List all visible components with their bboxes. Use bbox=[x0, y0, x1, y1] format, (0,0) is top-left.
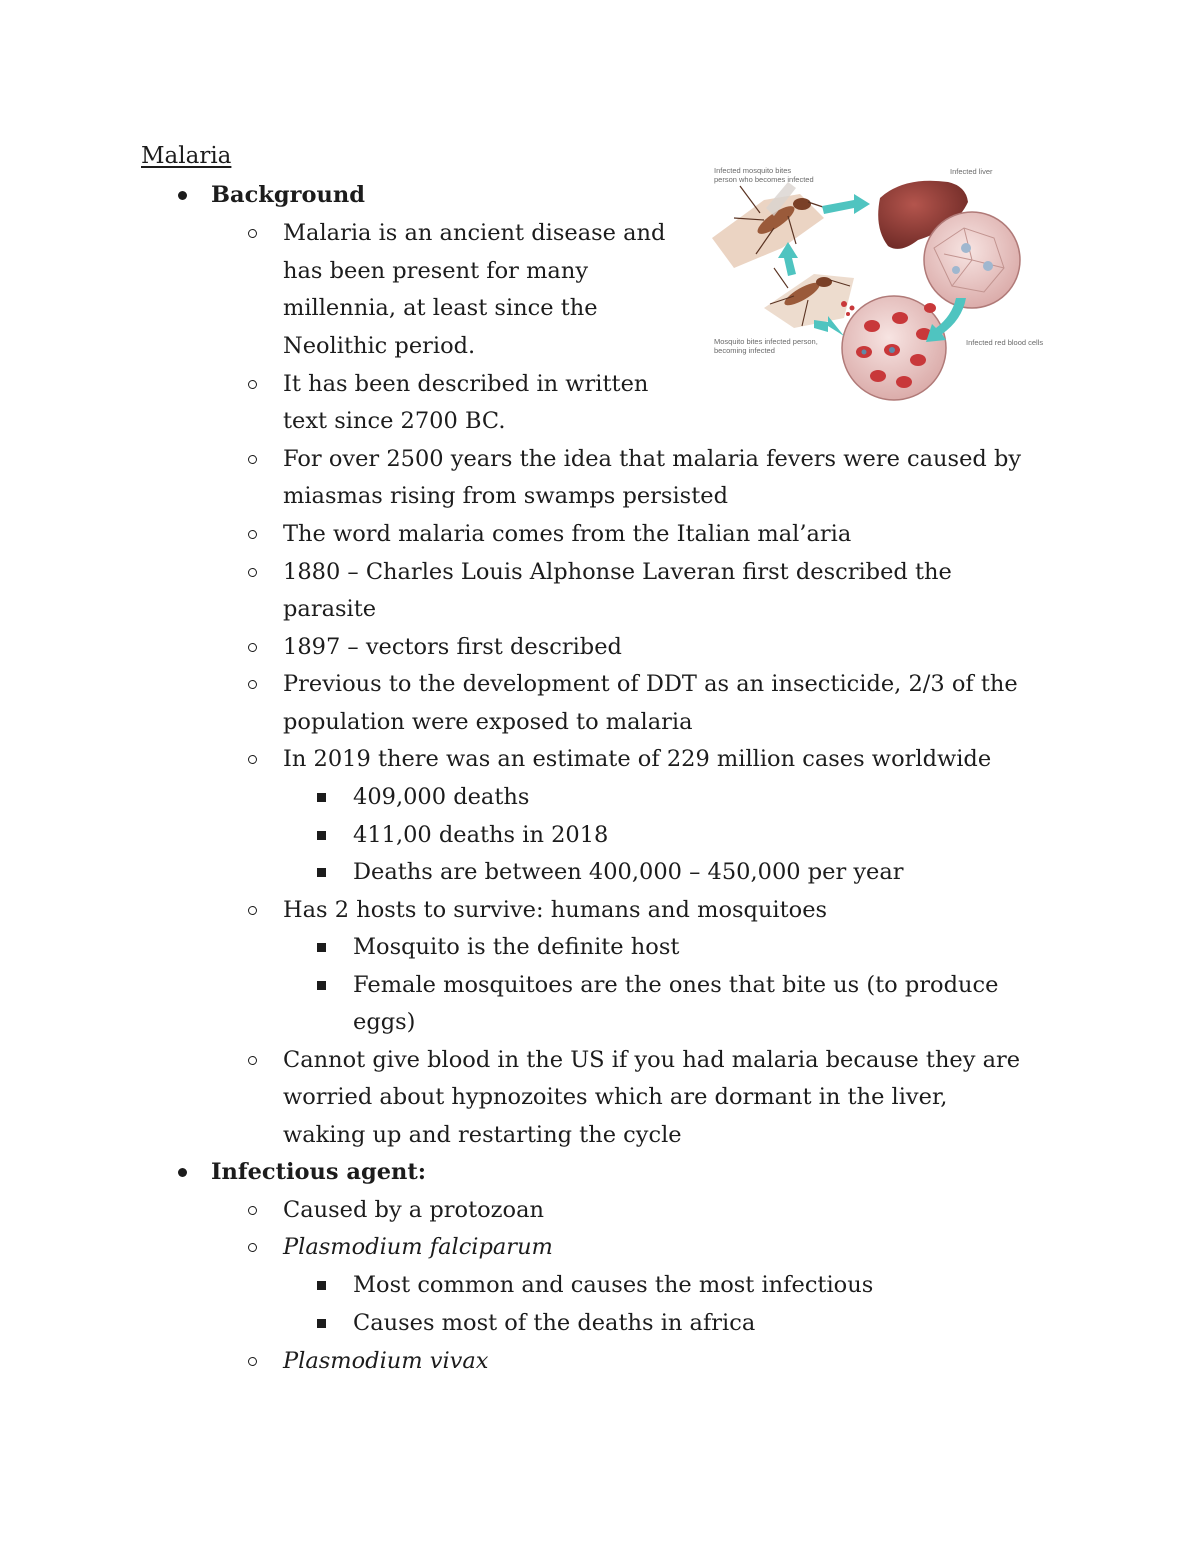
sub-item-line: 409,000 deaths bbox=[353, 784, 530, 810]
list-item-line: Previous to the development of DDT as an insecticide, 2/3 of the bbox=[283, 671, 1018, 697]
figure-label-bottom-left: Mosquito bites infected person, bbox=[714, 337, 818, 346]
bullet-square-icon bbox=[317, 932, 326, 962]
sub-item-line: eggs) bbox=[353, 1009, 416, 1035]
bullet-ring-icon bbox=[248, 895, 257, 925]
list-item-line: Plasmodium falciparum bbox=[283, 1234, 553, 1260]
section-heading: Infectious agent: bbox=[211, 1159, 427, 1185]
arrow-right-icon bbox=[822, 194, 870, 214]
bullet-square-icon bbox=[317, 820, 326, 850]
bullet-square-icon bbox=[317, 970, 326, 1000]
blood-cells-icon bbox=[842, 296, 946, 400]
bullet-ring-icon bbox=[248, 1045, 257, 1075]
figure-label-top-left: Infected mosquito bites bbox=[714, 166, 792, 175]
bullet-square-icon bbox=[317, 1270, 326, 1300]
bullet-ring-icon bbox=[248, 632, 257, 662]
list-item-line: has been present for many bbox=[283, 258, 589, 284]
document-title: Malaria bbox=[141, 143, 232, 169]
bullet-square-icon bbox=[317, 782, 326, 812]
figure-label-bottom-right: Infected red blood cells bbox=[966, 338, 1044, 347]
list-item-line: text since 2700 BC. bbox=[283, 408, 506, 434]
list-item-line: Malaria is an ancient disease and bbox=[283, 220, 666, 246]
sub-item-line: Deaths are between 400,000 – 450,000 per year bbox=[353, 859, 904, 885]
list-item-line: waking up and restarting the cycle bbox=[283, 1122, 682, 1148]
bullet-ring-icon bbox=[248, 1195, 257, 1225]
bullet-ring-icon bbox=[248, 1346, 257, 1376]
list-item-line: parasite bbox=[283, 596, 377, 622]
figure-label-top-right: Infected liver bbox=[950, 167, 993, 176]
sub-item-line: Mosquito is the definite host bbox=[353, 934, 680, 960]
bullet-ring-icon bbox=[248, 557, 257, 587]
bullet-ring-icon bbox=[248, 444, 257, 474]
list-item-line: miasmas rising from swamps persisted bbox=[283, 483, 728, 509]
sub-item-line: Female mosquitoes are the ones that bite us (to produce bbox=[353, 972, 999, 998]
list-item-line: millennia, at least since the bbox=[283, 295, 598, 321]
sub-item-line: 411,00 deaths in 2018 bbox=[353, 822, 609, 848]
mosquito-bottom-icon bbox=[764, 268, 855, 328]
bullet-dot-icon bbox=[178, 180, 187, 210]
list-item-line: Neolithic period. bbox=[283, 333, 476, 359]
bullet-ring-icon bbox=[248, 1232, 257, 1262]
list-item-line: Has 2 hosts to survive: humans and mosquitoes bbox=[283, 897, 828, 923]
mosquito-top-icon bbox=[712, 182, 832, 268]
list-item-line: The word malaria comes from the Italian mal’aria bbox=[283, 521, 852, 547]
bullet-ring-icon bbox=[248, 218, 257, 248]
bullet-ring-icon bbox=[248, 744, 257, 774]
list-item-line: 1880 – Charles Louis Alphonse Laveran first described the bbox=[283, 559, 952, 585]
bullet-dot-icon bbox=[178, 1157, 187, 1187]
bullet-square-icon bbox=[317, 1308, 326, 1338]
liver-cells-icon bbox=[924, 212, 1020, 308]
list-item-line: For over 2500 years the idea that malaria fevers were caused by bbox=[283, 446, 1022, 472]
sub-item-line: Causes most of the deaths in africa bbox=[353, 1310, 756, 1336]
bullet-ring-icon bbox=[248, 669, 257, 699]
figure-label-bottom-left: becoming infected bbox=[714, 346, 775, 355]
malaria-lifecycle-figure bbox=[704, 158, 1060, 412]
section-heading: Background bbox=[211, 182, 365, 208]
bullet-ring-icon bbox=[248, 369, 257, 399]
bullet-square-icon bbox=[317, 857, 326, 887]
list-item-line: Caused by a protozoan bbox=[283, 1197, 544, 1223]
bullet-ring-icon bbox=[248, 519, 257, 549]
list-item-line: 1897 – vectors first described bbox=[283, 634, 622, 660]
list-item-line: population were exposed to malaria bbox=[283, 709, 693, 735]
list-item-line: worried about hypnozoites which are dormant in the liver, bbox=[283, 1084, 948, 1110]
list-item-line: In 2019 there was an estimate of 229 million cases worldwide bbox=[283, 746, 992, 772]
list-item-line: Cannot give blood in the US if you had malaria because they are bbox=[283, 1047, 1021, 1073]
figure-label-top-left: person who becomes infected bbox=[714, 175, 814, 184]
list-item-line: It has been described in written bbox=[283, 371, 649, 397]
list-item-line: Plasmodium vivax bbox=[283, 1348, 489, 1374]
sub-item-line: Most common and causes the most infectious bbox=[353, 1272, 874, 1298]
